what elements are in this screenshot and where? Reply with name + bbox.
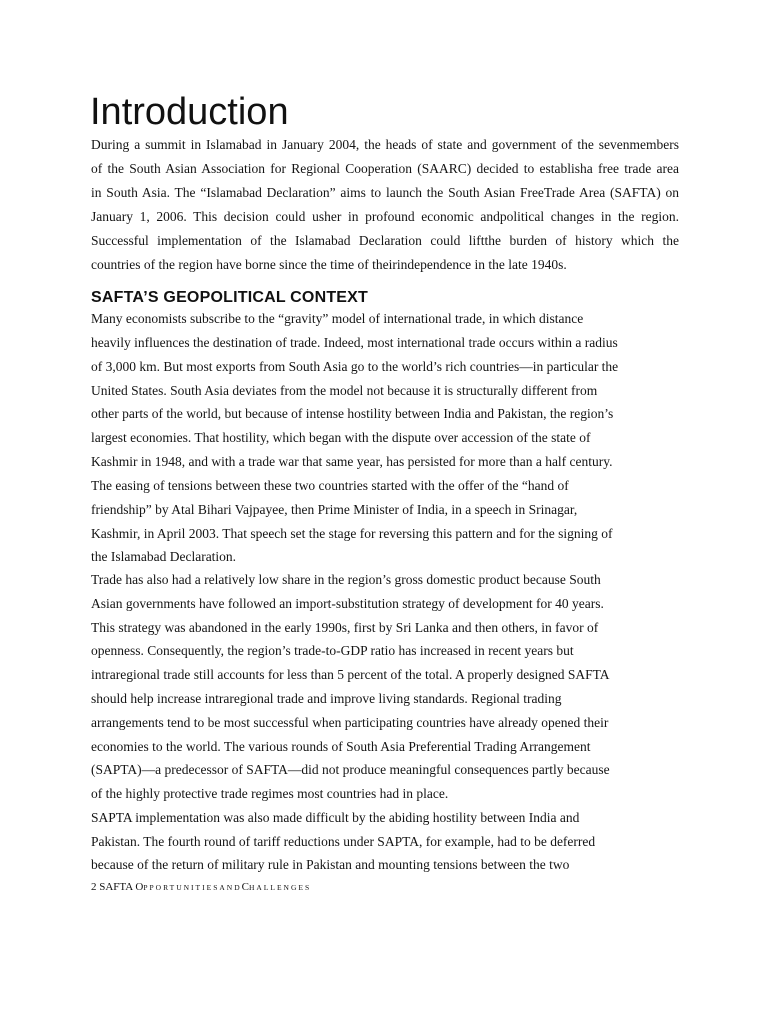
body-line: SAPTA implementation was also made difficult by the abiding hostility between India and: [91, 810, 580, 825]
body-line: Asian governments have followed an import-substitution strategy of development for 40 years.: [91, 595, 604, 611]
body-line: of the highly protective trade regimes most countries had in place.: [91, 786, 449, 802]
running-title-part: HALLENGES: [248, 883, 312, 892]
running-title-part: O: [135, 881, 144, 893]
intro-line: Successful implementation of the Islamabad Declaration could liftthe burden of history which the: [91, 233, 679, 248]
body-line: intraregional trade still accounts for less than 5 percent of the total. A properly designed SAFTA: [91, 667, 610, 683]
body-paragraph-2: [91, 568, 610, 806]
body-line: This strategy was abandoned in the early 1990s, first by Sri Lanka and then others, in favor of: [91, 619, 599, 635]
body-line: the Islamabad Declaration.: [91, 549, 237, 565]
body-line: because of the return of military rule in Pakistan and mounting tensions between the two: [91, 857, 570, 873]
body-line: arrangements tend to be most successful when participating countries have already opened their: [91, 714, 609, 730]
body-line: heavily influences the destination of trade. Indeed, most international trade occurs within a radius: [91, 334, 618, 350]
running-title-part: PPORTUNITIES: [143, 883, 220, 892]
intro-paragraph: [91, 133, 679, 277]
section-heading: SAFTA’S GEOPOLITICAL CONTEXT: [91, 289, 369, 306]
running-title-part: AND: [219, 883, 242, 892]
body-line: of 3,000 km. But most exports from South Asia go to the world’s rich countries—in particular the: [91, 358, 619, 374]
body-line: Trade has also had a relatively low share in the region’s gross domestic product because South: [91, 572, 601, 587]
page-footer: [91, 880, 311, 895]
intro-line: of the South Asian Association for Regional Cooperation (SAARC) decided to establisha free trade area: [91, 161, 679, 176]
intro-line: in South Asia. The “Islamabad Declaration” aims to launch the South Asian FreeTrade Area (SAFTA) on: [91, 185, 679, 200]
page-title: Introduction: [90, 91, 289, 133]
body-paragraph-1: [91, 307, 618, 569]
body-line: The easing of tensions between these two countries started with the offer of the “hand of: [91, 477, 569, 493]
body-line: economies to the world. The various rounds of South Asia Preferential Trading Arrangement: [91, 738, 591, 754]
body-line: other parts of the world, but because of intense hostility between India and Pakistan, the region’s: [91, 406, 614, 422]
intro-line: January 1, 2006. This decision could usher in profound economic andpolitical changes in the region.: [91, 209, 679, 224]
intro-line: During a summit in Islamabad in January 2004, the heads of state and government of the sevenmembers: [91, 137, 679, 152]
body-line: United States. South Asia deviates from the model not because it is structurally different from: [91, 382, 598, 398]
running-title-part: C: [241, 881, 249, 893]
body-line: Pakistan. The fourth round of tariff reductions under SAPTA, for example, had to be deferred: [91, 833, 596, 849]
body-line: should help increase intraregional trade and improve living standards. Regional trading: [91, 690, 562, 706]
body-line: largest economies. That hostility, which began with the dispute over accession of the state of: [91, 430, 591, 446]
running-title-part: SAFTA: [99, 881, 136, 893]
body-line: Kashmir in 1948, and with a trade war that same year, has persisted for more than a half century.: [91, 454, 613, 470]
body-line: Kashmir, in April 2003. That speech set the stage for reversing this pattern and for the signing of: [91, 525, 613, 541]
body-line: openness. Consequently, the region’s trade-to-GDP ratio has increased in recent years but: [91, 643, 574, 659]
body-line: (SAPTA)—a predecessor of SAFTA—did not produce meaningful consequences partly because: [91, 762, 610, 778]
body-paragraph-3: [91, 806, 595, 877]
body-line: friendship” by Atal Bihari Vajpayee, then Prime Minister of India, in a speech in Srinagar,: [91, 501, 578, 517]
intro-line: countries of the region have borne since the time of theirindependence in the late 1940s.: [91, 257, 567, 272]
body-line: Many economists subscribe to the “gravity” model of international trade, in which distance: [91, 311, 584, 326]
page-number: 2: [91, 881, 97, 893]
